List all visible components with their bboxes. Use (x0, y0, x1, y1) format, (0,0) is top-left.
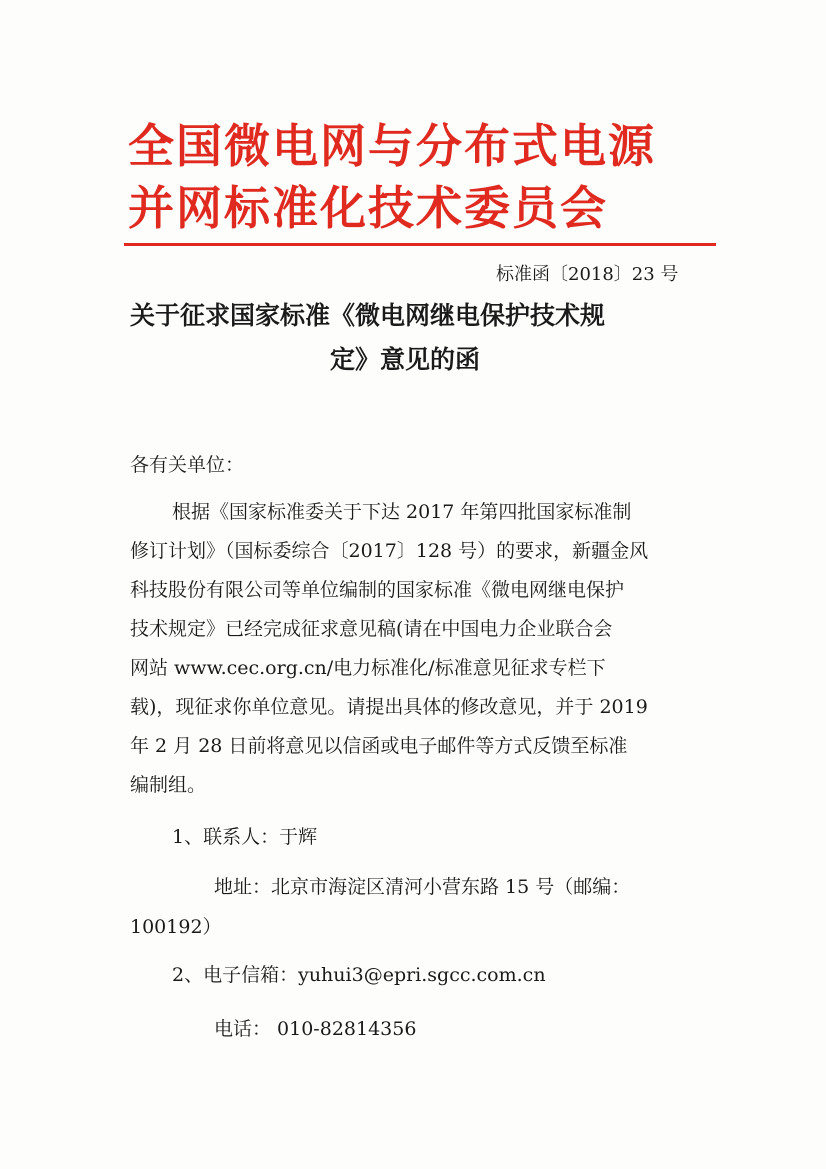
letterhead-red-rule (124, 243, 716, 246)
letter-title-line-2: 定》意见的函 (330, 345, 481, 374)
salutation: 各有关单位： (130, 454, 245, 476)
body-line: 修订计划》（国标委综合〔2017〕128 号）的要求，新疆金风 (130, 540, 649, 562)
letterhead-org-line-1: 全国微电网与分布式电源 (128, 119, 656, 173)
body-line: 编制组。 (130, 774, 207, 796)
contact-address-line-1: 地址：北京市海淀区清河小营东路 15 号（邮编： (214, 876, 631, 898)
body-line: 根据《国家标准委关于下达 2017 年第四批国家标准制 (172, 501, 632, 523)
body-line: 年 2 月 28 日前将意见以信函或电子邮件等方式反馈至标准 (130, 735, 628, 757)
body-line: 技术规定》已经完成征求意见稿(请在中国电力企业联合会 (130, 618, 613, 640)
contact-phone: 电话： 010-82814356 (214, 1018, 417, 1040)
letter-title-line-1: 关于征求国家标准《微电网继电保护技术规 (130, 301, 606, 330)
document-number: 标准函〔2018〕23 号 (496, 264, 679, 285)
letterhead-org-line-2: 并网标准化技术委员会 (128, 181, 608, 235)
contact-address-line-2: 100192） (130, 916, 222, 938)
contact-email: 2、电子信箱：yuhui3@epri.sgcc.com.cn (172, 964, 546, 986)
body-line: 网站 www.cec.org.cn/电力标准化/标准意见征求专栏下 (130, 657, 606, 679)
body-line: 载)，现征求你单位意见。请提出具体的修改意见，并于 2019 (130, 696, 648, 718)
body-line: 科技股份有限公司等单位编制的国家标准《微电网继电保护 (130, 579, 625, 601)
contact-person: 1、联系人：于辉 (172, 826, 318, 848)
